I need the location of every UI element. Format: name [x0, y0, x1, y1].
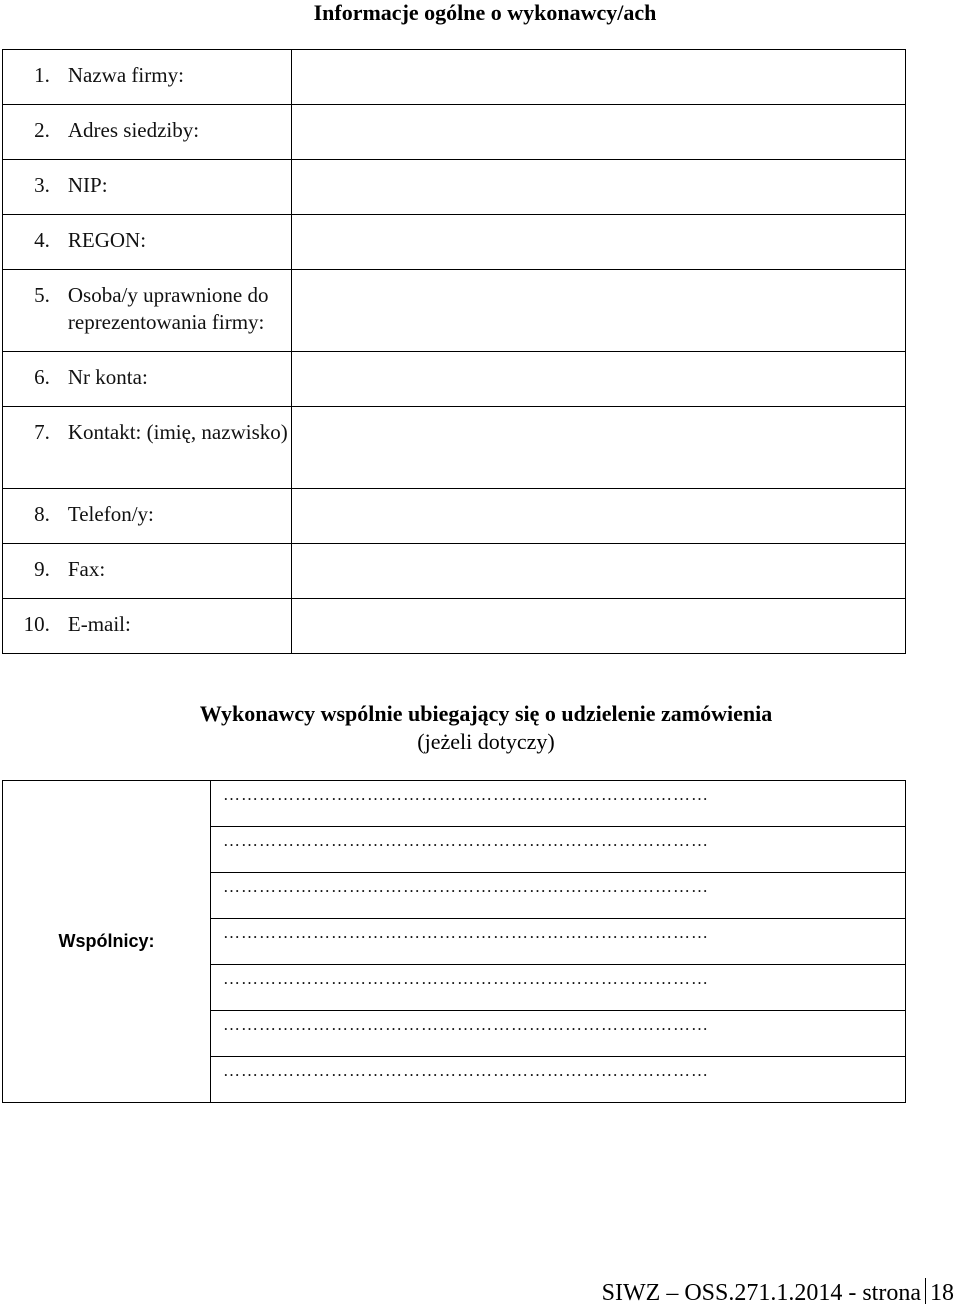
field-label: Adres siedziby: [62, 105, 292, 160]
footer-divider [925, 1278, 926, 1304]
field-row [3, 105, 906, 160]
dotted-line: ……………………………………………………………………… [223, 831, 709, 850]
regon-field[interactable] [292, 215, 906, 270]
contact-person-field[interactable] [292, 407, 906, 489]
field-number: 7. [3, 407, 62, 489]
field-number: 10. [3, 599, 62, 654]
field-number: 9. [3, 544, 62, 599]
dotted-line: ……………………………………………………………………… [223, 923, 709, 942]
field-number: 1. [3, 50, 62, 105]
page-footer [602, 1278, 954, 1307]
field-label: Kontakt: (imię, nazwisko) [62, 407, 292, 489]
email-field[interactable] [292, 599, 906, 654]
field-number: 6. [3, 352, 62, 407]
partners-table [2, 780, 906, 1103]
footer-doc-ref: SIWZ – OSS.271.1.2014 - strona [601, 1280, 921, 1306]
field-row [3, 50, 906, 105]
partner-field[interactable] [211, 965, 906, 1011]
field-label: E-mail: [62, 599, 292, 654]
field-label: REGON: [62, 215, 292, 270]
field-row [3, 160, 906, 215]
partner-field[interactable] [211, 1011, 906, 1057]
field-number: 4. [3, 215, 62, 270]
section-title: Informacje ogólne o wykonawcy/ach [313, 0, 657, 25]
field-row [3, 489, 906, 544]
field-row [3, 215, 906, 270]
field-label: Fax: [62, 544, 292, 599]
field-number: 5. [3, 270, 62, 352]
field-row [3, 599, 906, 654]
fax-field[interactable] [292, 544, 906, 599]
field-label: Osoba/y uprawnione do reprezentowania firmy: [62, 270, 292, 352]
field-label: Nr konta: [62, 352, 292, 407]
field-number: 3. [3, 160, 62, 215]
partners-label: Wspólnicy: [3, 781, 211, 1103]
consortium-title: Wykonawcy wspólnie ubiegający się o udzielenie zamówienia [199, 701, 773, 726]
page-number: 18 [930, 1280, 954, 1306]
account-number-field[interactable] [292, 352, 906, 407]
partner-field[interactable] [211, 827, 906, 873]
partner-row [3, 781, 906, 827]
dotted-line: ……………………………………………………………………… [223, 969, 709, 988]
partner-field[interactable] [211, 1057, 906, 1103]
dotted-line: ……………………………………………………………………… [223, 1015, 709, 1034]
consortium-heading [0, 700, 960, 756]
field-row [3, 544, 906, 599]
address-field[interactable] [292, 105, 906, 160]
dotted-line: ……………………………………………………………………… [223, 877, 709, 896]
field-label: NIP: [62, 160, 292, 215]
partner-field[interactable] [211, 919, 906, 965]
field-label: Nazwa firmy: [62, 50, 292, 105]
field-row [3, 270, 906, 352]
field-label: Telefon/y: [62, 489, 292, 544]
phone-field[interactable] [292, 489, 906, 544]
partner-field[interactable] [211, 781, 906, 827]
field-row [3, 407, 906, 489]
dotted-line: ……………………………………………………………………… [223, 1061, 709, 1080]
field-number: 8. [3, 489, 62, 544]
dotted-line: ……………………………………………………………………… [223, 785, 709, 804]
partner-field[interactable] [211, 873, 906, 919]
company-name-field[interactable] [292, 50, 906, 105]
contractor-info-table [2, 49, 906, 654]
representatives-field[interactable] [292, 270, 906, 352]
nip-field[interactable] [292, 160, 906, 215]
field-row [3, 352, 906, 407]
consortium-subtitle: (jeżeli dotyczy) [417, 729, 555, 754]
field-number: 2. [3, 105, 62, 160]
